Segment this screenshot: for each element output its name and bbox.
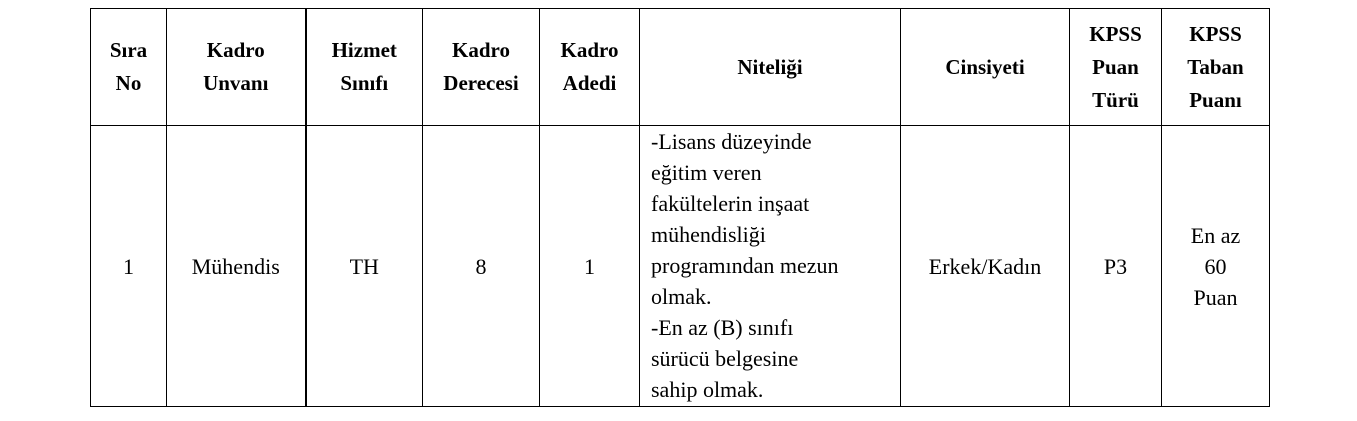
cell-kadro-unvani: Mühendis (167, 126, 306, 407)
header-line: Taban (1187, 54, 1244, 79)
cell-kadro-derecesi: 8 (423, 126, 540, 407)
table-header-row (91, 9, 1270, 126)
header-line: Niteliği (737, 54, 803, 79)
nitelik-line: sahip olmak. (651, 377, 764, 402)
header-kadro-derecesi (423, 9, 540, 126)
nitelik-line: sürücü belgesine (651, 346, 799, 371)
header-line: Cinsiyeti (945, 54, 1025, 79)
header-line: Kadro (452, 38, 510, 62)
table-row (91, 126, 1270, 407)
cell-niteligi (640, 126, 901, 407)
cell-hizmet-sinifi: TH (306, 126, 423, 407)
header-line: Türü (1092, 87, 1139, 112)
nitelik-line: -Lisans düzeyinde (651, 129, 812, 154)
header-kadro-adedi (540, 9, 640, 126)
cell-kpss-taban-puani (1162, 126, 1270, 407)
header-line: Hizmet (331, 38, 397, 62)
nitelik-line: eğitim veren (651, 160, 762, 185)
header-hizmet-sinifi (306, 9, 423, 126)
header-kpss-taban-puani (1162, 9, 1270, 126)
header-niteligi (640, 9, 901, 126)
cell-kpss-puan-turu: P3 (1070, 126, 1162, 407)
header-line: No (115, 71, 142, 95)
header-line: Kadro (560, 38, 619, 62)
header-line: KPSS (1089, 21, 1142, 46)
header-line: Unvanı (203, 71, 269, 95)
header-sira-no (91, 9, 167, 126)
taban-puan-line: 60 (1204, 253, 1227, 279)
nitelik-line: mühendisliği (651, 222, 766, 247)
nitelik-line: programından mezun (651, 253, 839, 278)
cell-kadro-adedi: 1 (540, 126, 640, 407)
header-line: Puan (1092, 54, 1139, 79)
taban-puan-line: En az (1190, 222, 1241, 248)
header-line: Sınıfı (340, 71, 389, 95)
header-kadro-unvani (167, 9, 306, 126)
cell-cinsiyeti: Erkek/Kadın (901, 126, 1070, 407)
nitelik-line: -En az (B) sınıfı (651, 315, 794, 340)
header-line: Derecesi (443, 71, 519, 95)
nitelik-line: olmak. (651, 284, 712, 309)
header-kpss-puan-turu (1070, 9, 1162, 126)
nitelik-line: fakültelerin inşaat (651, 191, 810, 216)
header-cinsiyeti (901, 9, 1070, 126)
cell-sira-no: 1 (91, 126, 167, 407)
header-line: Sıra (109, 38, 148, 62)
header-line: Adedi (562, 71, 617, 95)
kadro-table (90, 8, 1270, 407)
header-line: Kadro (206, 38, 265, 62)
header-line: KPSS (1189, 21, 1242, 46)
taban-puan-line: Puan (1193, 284, 1238, 310)
header-line: Puanı (1189, 87, 1242, 112)
